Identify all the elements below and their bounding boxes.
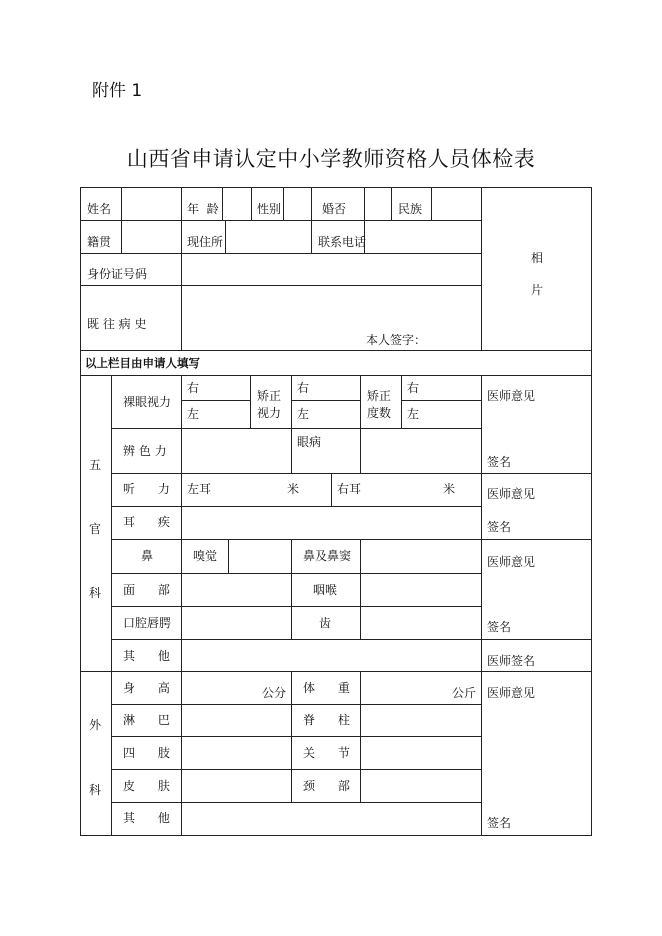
attachment-label: 附件 1 [92,81,143,101]
grid-line [111,506,481,507]
label-naked-vision: 裸眼视力 [123,395,172,409]
label-signature: 本人签字： [366,333,427,347]
grid-line [111,736,481,737]
grid-line [401,375,402,428]
label-name: 姓名 [87,202,112,216]
label-skin: 皮 肤 [123,779,170,793]
table-border-bottom [80,835,592,836]
label-corrected-degree: 矫正度数 [367,389,392,420]
label-throat: 咽喉 [313,583,338,597]
grid-line [80,285,482,286]
grid-line [80,253,482,254]
grid-line [111,769,481,770]
label-nose: 鼻 [141,549,154,563]
grid-line [80,350,592,351]
label-married: 婚否 [322,202,347,216]
label-teeth: 齿 [319,616,332,630]
grid-line [111,704,481,705]
grid-line [111,539,592,540]
label-lymph: 淋 巴 [123,713,170,727]
grid-line [431,187,432,220]
left-ear-unit: 米 [287,482,300,496]
right-ear-unit: 米 [443,482,456,496]
grid-line [111,428,481,429]
label-sinus: 鼻及鼻窦 [303,549,352,563]
waike-doctor-opinion: 医师意见 [487,686,536,700]
grid-line [80,375,592,376]
grid-line [331,473,332,506]
corrected-right: 右 [297,381,310,395]
label-height: 身 高 [123,681,170,695]
naked-right: 右 [187,381,200,395]
label-smell: 嗅觉 [193,549,218,563]
eye-sign: 签名 [487,455,512,469]
grid-line [225,220,226,253]
grid-line [111,473,592,474]
grid-line [251,187,252,220]
wuguan-side-3: 科 [88,586,101,600]
label-ear-disease: 耳 疾 [123,515,170,529]
degree-left: 左 [407,407,420,421]
grid-line [250,375,251,428]
label-hearing: 听 力 [123,482,170,496]
table-border-right [591,187,592,836]
degree-right: 右 [407,381,420,395]
table-border-top [80,187,592,188]
label-history: 既 往 病 史 [87,317,147,331]
label-phone: 联系电话 [318,235,367,249]
nose-sign: 签名 [487,620,512,634]
waike-side-2: 科 [88,783,101,797]
label-color-vision: 辨 色 力 [123,444,167,458]
label-ethnicity: 民族 [398,202,423,216]
label-limbs: 四 肢 [123,746,170,760]
waike-sign: 签名 [487,816,512,830]
grid-line [222,187,223,220]
weight-unit: 公斤 [452,686,477,700]
photo-label-1: 相 [531,251,544,265]
grid-line [291,400,360,401]
label-joints: 关 节 [303,746,350,760]
grid-line [283,187,284,220]
label-mouth: 口腔唇腭 [123,616,172,630]
label-other-wuguan: 其 他 [123,649,170,663]
ear-doctor-opinion: 医师意见 [487,487,536,501]
nose-doctor-opinion: 医师意见 [487,555,536,569]
corrected-left: 左 [297,407,310,421]
grid-line [291,539,292,639]
grid-line [181,187,182,350]
label-other-waike: 其 他 [123,811,170,825]
grid-line [111,606,481,607]
label-eye-disease: 眼病 [297,435,322,449]
label-neck: 颈 部 [303,779,350,793]
grid-line [228,539,229,573]
grid-line [291,375,292,473]
label-hometown: 籍贯 [87,235,112,249]
label-right-ear: 右耳 [337,482,362,496]
grid-line [360,539,361,639]
grid-line [181,400,250,401]
grid-line [80,220,482,221]
grid-line [111,639,592,640]
label-weight: 体 重 [303,681,350,695]
label-left-ear: 左耳 [187,482,212,496]
height-unit: 公分 [262,686,287,700]
grid-line [401,400,481,401]
waike-side-1: 外 [88,718,101,732]
grid-line [360,375,361,473]
grid-line [111,802,481,803]
label-corrected-vision: 矫正视力 [257,389,282,420]
grid-line [80,671,592,672]
section-note: 以上栏目由申请人填写 [85,356,200,370]
grid-line [391,187,392,220]
wuguan-side-1: 五 [88,458,101,472]
label-residence: 现住所 [187,235,224,249]
label-gender: 性别 [257,202,282,216]
grid-line [121,187,122,253]
naked-left: 左 [187,407,200,421]
photo-label-2: 片 [531,283,544,297]
eye-doctor-opinion: 医师意见 [487,389,536,403]
grid-line [111,573,481,574]
doctor-sign-wuguan: 医师签名 [487,654,536,668]
label-age: 年 龄 [187,202,219,216]
grid-line [481,375,482,836]
label-id-number: 身份证号码 [87,267,148,281]
label-face: 面 部 [123,583,170,597]
form-title: 山西省申请认定中小学教师资格人员体检表 [126,147,536,171]
label-spine: 脊 柱 [303,713,350,727]
wuguan-side-2: 官 [88,522,101,536]
grid-line [481,187,482,350]
grid-line [311,187,312,253]
ear-sign: 签名 [487,520,512,534]
